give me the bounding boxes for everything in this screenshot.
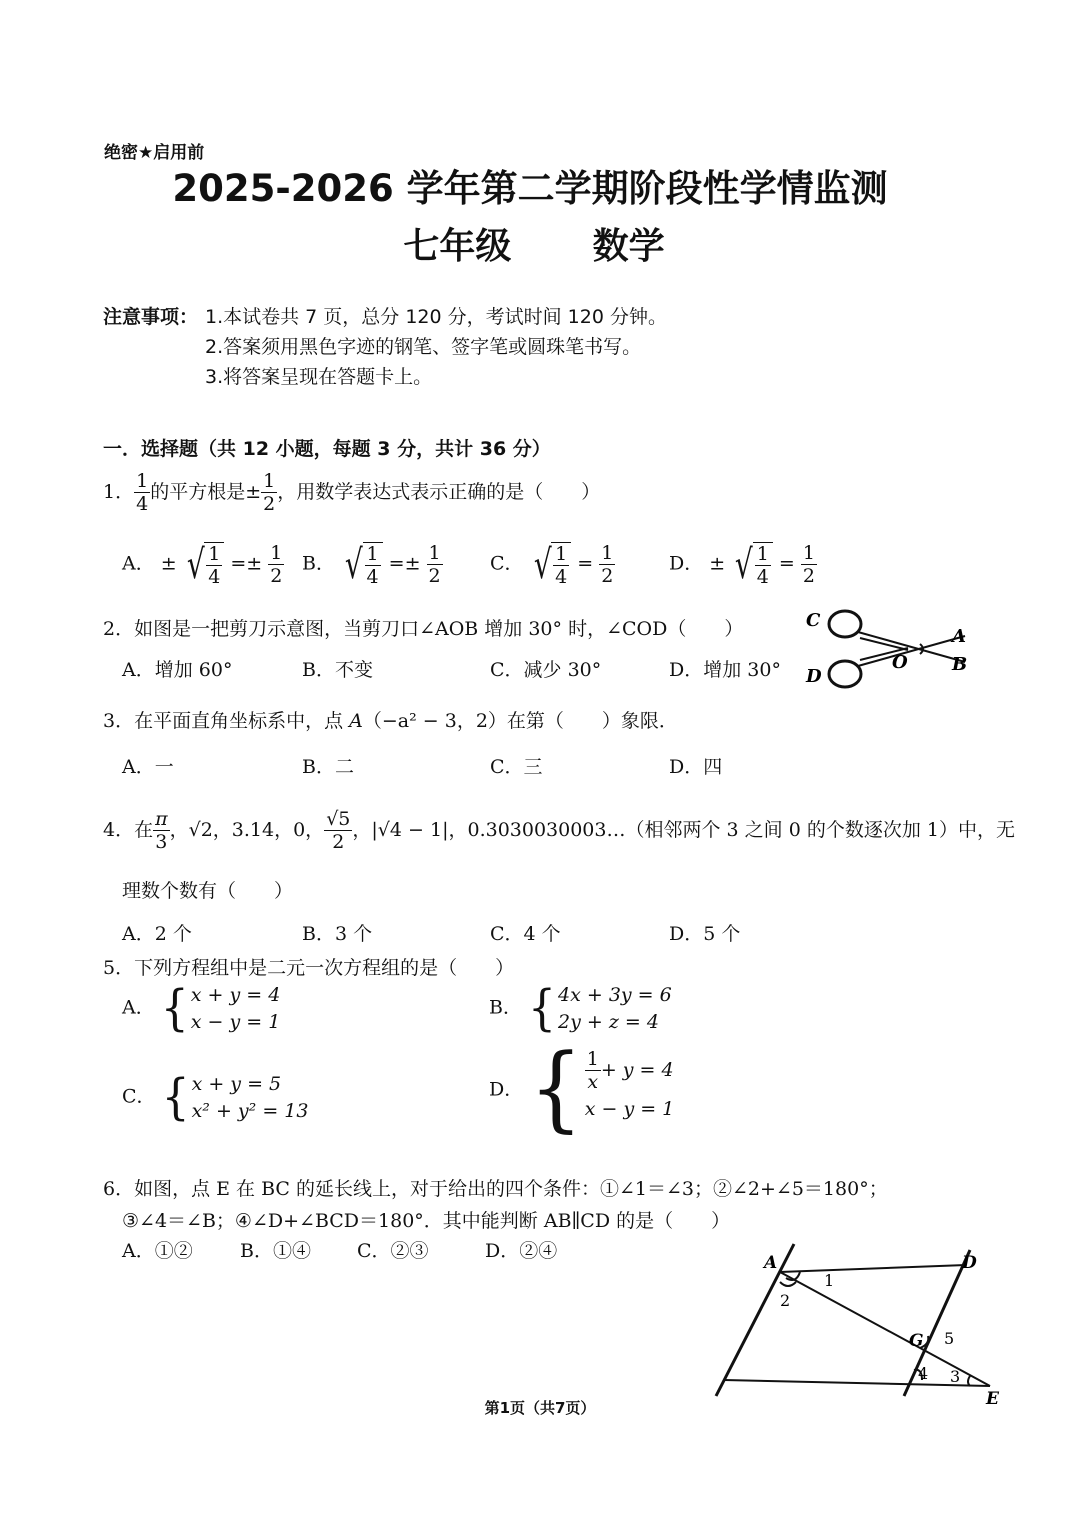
q1-a-pm: ± (160, 552, 177, 575)
fig-label-5: 5 (944, 1329, 955, 1348)
q1-option-d[interactable] (669, 542, 817, 587)
q1-frac-num: 1 (136, 470, 149, 492)
q2-option-c[interactable]: C．减少 30° (490, 659, 602, 681)
q1-option-b[interactable] (302, 542, 443, 587)
q4-pi: π (155, 808, 168, 830)
q1-d-rn: 1 (802, 541, 815, 564)
q1-tail: ，用数学表达式表示正确的是（ ） (277, 481, 601, 503)
q1-b-rd: 2 (428, 564, 441, 587)
q4-num: 4．在 (103, 819, 154, 841)
q4-option-d[interactable]: D．5 个 (669, 923, 741, 945)
q1-c-rn: 1 (601, 541, 614, 564)
q5-option-a[interactable] (122, 979, 281, 1037)
q1-b-sqrt: √ $\frac{1}{4}$ (341, 542, 383, 587)
q5-b-label: B． (489, 996, 522, 1019)
q1-d-rd: 2 (802, 564, 815, 587)
q3-point: A (349, 710, 363, 732)
q1-b-n: 1 (366, 543, 379, 565)
section-heading: 一．选择题（共 12 小题，每题 3 分，共计 36 分） (103, 438, 551, 460)
q1-a-rn: 1 (270, 541, 283, 564)
q4-option-a[interactable]: A．2 个 (122, 923, 192, 945)
q1-fraction-2 (261, 472, 277, 514)
q1-a-d: 4 (208, 566, 221, 588)
question-5: 5．下列方程组中是二元一次方程组的是（ ） (103, 957, 515, 979)
question-6-line-2: ③∠4＝∠B；④∠D+∠BCD＝180°．其中能判断 AB∥CD 的是（ ） (122, 1210, 731, 1232)
q1-b-d: 4 (366, 566, 379, 588)
fig-label-a: A (764, 1253, 778, 1273)
q1-d-n: 1 (756, 543, 769, 565)
q6-option-d[interactable]: D．②④ (485, 1240, 558, 1262)
q4-tail: ，|√4 − 1|，0.3030030003…（相邻两个 3 之间 0 的个数逐次加 1）中，无 (352, 819, 1015, 841)
scissors-handle-top (829, 611, 861, 637)
label-a: A (952, 626, 966, 647)
q1-a-n: 1 (208, 543, 221, 565)
fig-label-3: 3 (950, 1367, 961, 1386)
q5-c-eq1: x + y = 5 (191, 1073, 282, 1095)
q6-option-b[interactable]: B．①④ (240, 1240, 311, 1262)
q6-option-a[interactable]: A．①② (122, 1240, 193, 1262)
q1-c-label: C． (490, 552, 524, 575)
q5-d-eq1-tail: + y = 4 (600, 1058, 674, 1081)
angle-3-arc (968, 1376, 970, 1386)
q5-a-eq1: x + y = 4 (190, 984, 281, 1006)
q1-frac2-num: 1 (263, 470, 276, 492)
q1-d-label: D． (669, 552, 704, 575)
q4-line-2: 理数个数有（ ） (122, 880, 294, 902)
page-footer: 第1页（共7页） (484, 1399, 596, 1417)
q5-c-label: C． (122, 1085, 156, 1108)
q4-three: 3 (155, 831, 168, 853)
q1-frac-den: 4 (136, 493, 149, 515)
q5-d-den: x (587, 1070, 599, 1093)
q4-option-c[interactable]: C．4 个 (490, 923, 561, 945)
q3-text-before: 3．在平面直角坐标系中，点 (103, 710, 344, 732)
q1-a-sqrt: √ $\frac{1}{4}$ (183, 542, 225, 587)
exam-title: 2025-2026 学年第二学期阶段性学情监测 (172, 167, 888, 210)
q5-d-eq2: x − y = 1 (584, 1097, 675, 1120)
q5-option-b[interactable] (489, 979, 672, 1037)
q5-d-num: 1 (586, 1047, 599, 1070)
q4-list: ，√2，3.14，0， (169, 819, 325, 841)
q5-d-system: { $\frac{1}{x}$ + y = 4 x − y = 1 (529, 1034, 675, 1142)
fig-label-1: 1 (824, 1271, 835, 1290)
q5-a-eq2: x − y = 1 (190, 1010, 281, 1033)
q4-two: 2 (332, 831, 345, 853)
scissors-figure (800, 598, 980, 698)
parallel-lines-figure (700, 1240, 1010, 1410)
fig-label-2: 2 (780, 1291, 791, 1310)
q1-num: 1． (103, 481, 135, 503)
question-4 (103, 810, 1015, 852)
note-item-2: 2.答案须用黑色字迹的钢笔、签字笔或圆珠笔书写。 (205, 336, 642, 358)
q1-option-a[interactable] (122, 542, 284, 587)
fig-label-e: E (986, 1389, 999, 1409)
q5-option-c[interactable] (122, 1068, 309, 1126)
question-2: 2．如图是一把剪刀示意图，当剪刀口∠AOB 增加 30° 时，∠COD（ ） (103, 618, 744, 640)
q5-option-d[interactable] (489, 1034, 675, 1142)
q5-a-label: A． (122, 996, 155, 1019)
q2-option-a[interactable]: A．增加 60° (122, 659, 233, 681)
q3-option-a[interactable]: A．一 (122, 756, 174, 778)
q3-coord: （−a² − 3，2） (362, 710, 507, 732)
q2-option-d[interactable]: D．增加 30° (669, 659, 781, 681)
q1-option-c[interactable] (490, 542, 615, 587)
q3-option-c[interactable]: C．三 (490, 756, 543, 778)
q1-frac2-den: 2 (263, 493, 276, 515)
q1-d-sqrt: √ $\frac{1}{4}$ (731, 542, 773, 587)
note-item-1: 1.本试卷共 7 页，总分 120 分，考试时间 120 分钟。 (205, 306, 667, 328)
question-1 (103, 472, 600, 514)
label-o: O (892, 652, 908, 673)
q4-option-b[interactable]: B．3 个 (302, 923, 373, 945)
q1-b-label: B． (302, 552, 335, 575)
question-6-line-1: 6．如图，点 E 在 BC 的延长线上，对于给出的四个条件：①∠1＝∠3；②∠2+∠5＝180°； (103, 1178, 888, 1200)
subtitle-text: 七年级 数学 (403, 226, 665, 267)
q5-b-system: { 4x + 3y = 6 2y + z = 4 (528, 979, 672, 1037)
q5-b-eq2: 2y + z = 4 (558, 1010, 659, 1033)
q3-option-d[interactable]: D．四 (669, 756, 723, 778)
q1-c-eq: = (577, 552, 594, 575)
q1-b-eq: =± (388, 552, 421, 575)
q1-a-rd: 2 (270, 564, 283, 587)
q1-fraction (134, 472, 150, 514)
line-ad (780, 1265, 966, 1272)
fig-label-g: G (909, 1331, 924, 1351)
q1-a-label: A． (122, 552, 155, 575)
q5-c-eq2: x² + y² = 13 (191, 1099, 309, 1122)
notes-label: 注意事项： (103, 306, 199, 328)
q5-b-eq1: 4x + 3y = 6 (558, 984, 672, 1006)
q1-c-sqrt: √ $\frac{1}{4}$ (530, 542, 572, 587)
q5-d-label: D． (489, 1078, 524, 1101)
q5-c-system: { x + y = 5 x² + y² = 13 (161, 1068, 309, 1126)
scissors-handle-bottom (829, 661, 861, 687)
q3-text-after: 在第（ ）象限． (506, 710, 678, 732)
label-d: D (806, 666, 822, 687)
line-ab (716, 1244, 794, 1396)
q1-a-eq: =± (230, 552, 263, 575)
q5-a-system: { x + y = 4 x − y = 1 (160, 979, 281, 1037)
note-item-3: 3.将答案呈现在答题卡上。 (205, 366, 433, 388)
fig-label-d: D (962, 1253, 977, 1273)
exam-subtitle (0, 218, 1074, 269)
q4-sqrt5: √5 (326, 808, 351, 830)
angle-2-arc (780, 1282, 796, 1286)
label-b: B (952, 654, 968, 675)
q6-option-c[interactable]: C．②③ (357, 1240, 429, 1262)
q1-d-d: 4 (756, 566, 769, 588)
fig-label-4: 4 (918, 1364, 929, 1383)
q1-c-d: 4 (555, 566, 568, 588)
q2-option-b[interactable]: B．不变 (302, 659, 373, 681)
q1-d-pm: ± (709, 552, 726, 575)
confidential-mark: 绝密★启用前 (104, 143, 205, 163)
q1-c-n: 1 (555, 543, 568, 565)
label-c: C (806, 610, 821, 631)
q1-b-rn: 1 (428, 541, 441, 564)
q3-option-b[interactable]: B．二 (302, 756, 354, 778)
q1-c-rd: 2 (601, 564, 614, 587)
q1-mid: 的平方根是± (150, 481, 262, 503)
question-3 (103, 706, 678, 733)
q1-d-eq: = (778, 552, 795, 575)
